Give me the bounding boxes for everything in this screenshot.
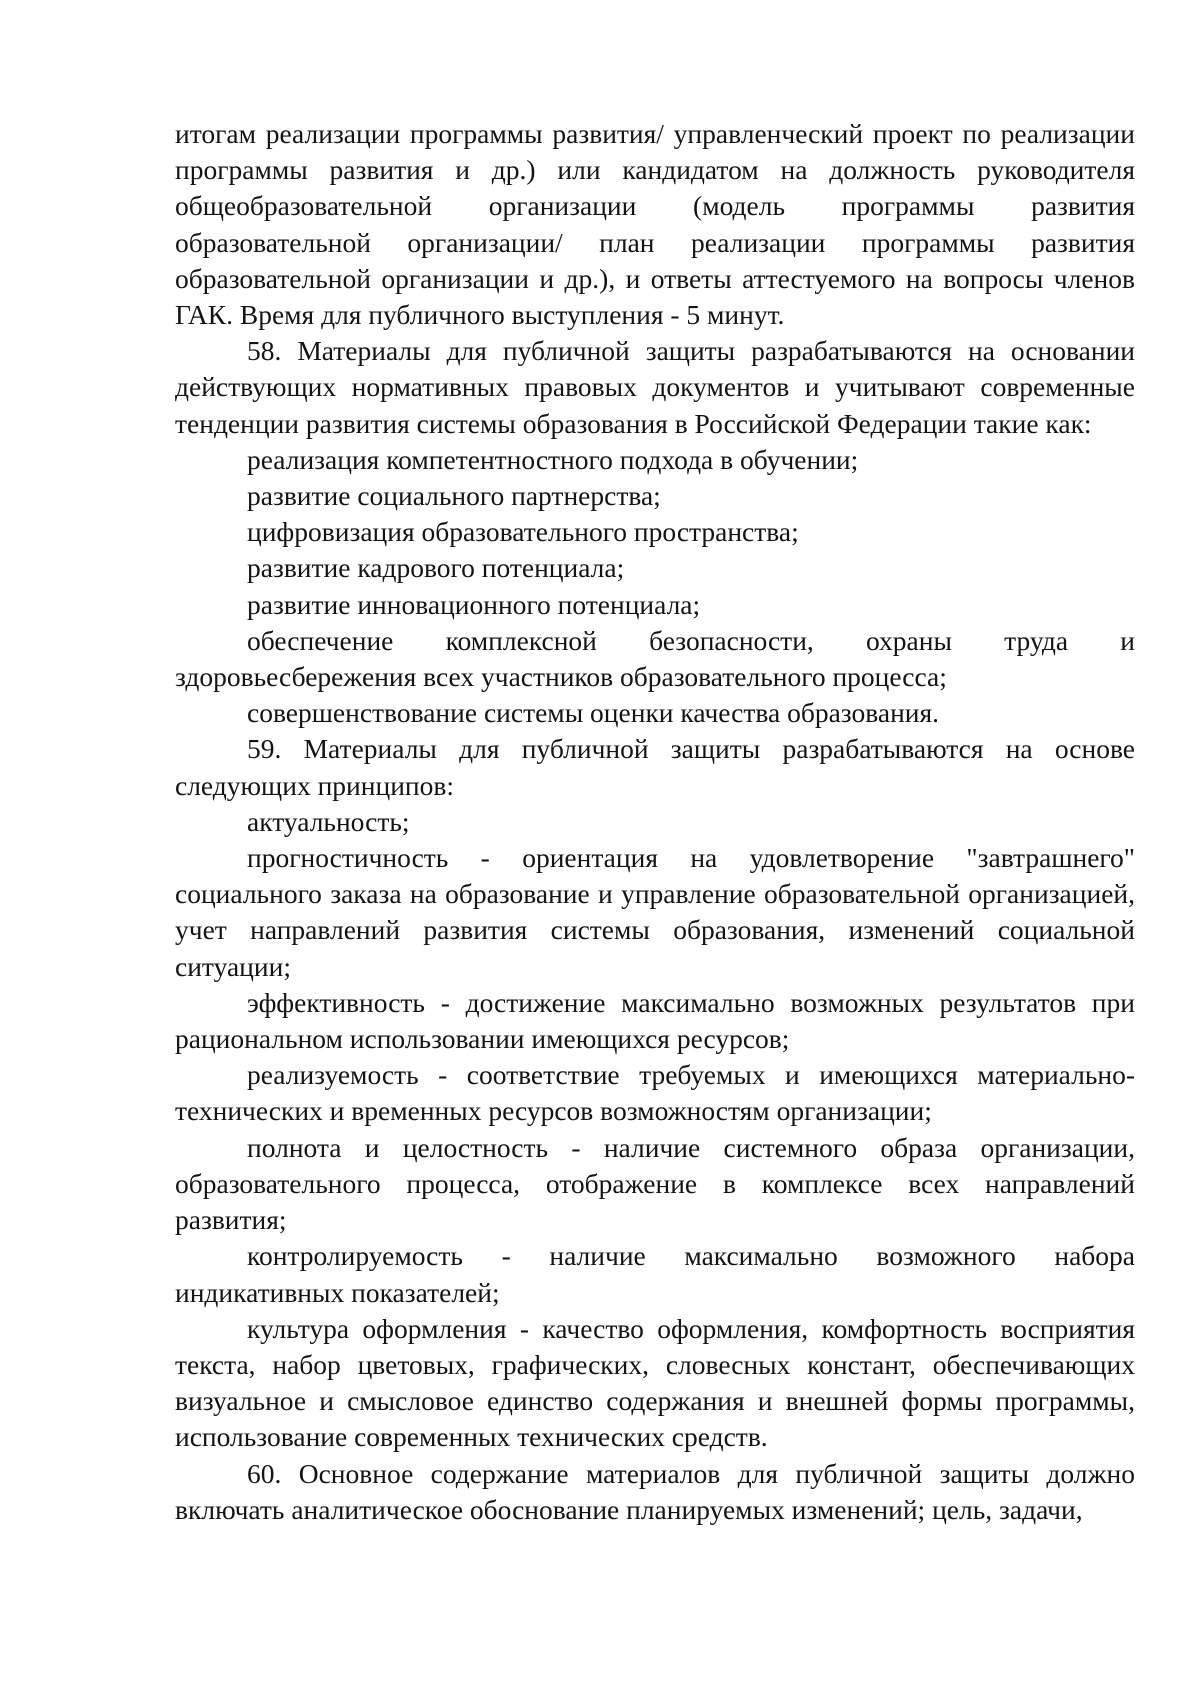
list-item: полнота и целостность - наличие системного образа организации, образовательного процесса, отображение в комплексе всех направлений развития; xyxy=(175,1131,1135,1236)
list-item: реализация компетентностного подхода в обучении; xyxy=(247,443,859,475)
paragraph-59: 59. Материалы для публичной защиты разрабатываются на основе следующих принципов: xyxy=(175,733,1135,801)
list-item: развитие социального партнерства; xyxy=(247,480,661,512)
paragraph-continuation: итогам реализации программы развития/ управленческий проект по реализации программы развития и др.) или кандидатом на должность руководителя общеобразовательной организации (модель программы развития образовательной организации/ план реализации программы развития образовательной организации и др.), и ответы аттестуемого на вопросы членов ГАК. Время для публичного выступления - 5 минут. xyxy=(175,118,1135,331)
paragraph-60: 60. Основное содержание материалов для публичной защиты должно включать аналитическое обоснование планируемых изменений; цель, задачи, xyxy=(175,1457,1135,1525)
paragraph-58: 58. Материалы для публичной защиты разрабатываются на основании действующих нормативных правовых документов и учитывают современные тенденции развития системы образования в Российской Федерации такие как: xyxy=(175,335,1135,439)
list-item: прогностичность - ориентация на удовлетворение "завтрашнего" социального заказа на образование и управление образовательной организацией, учет направлений развития системы образования, изменений социальной ситуации; xyxy=(175,842,1135,982)
list-item: реализуемость - соответствие требуемых и имеющихся материально-технических и временных ресурсов возможностям организации; xyxy=(175,1059,1135,1127)
list-item: контролируемость - наличие максимально возможного набора индикативных показателей; xyxy=(175,1240,1135,1308)
list-item: культура оформления - качество оформления, комфортность восприятия текста, набор цветовых, графических, словесных констант, обеспечивающих визуальное и смысловое единство содержания и внешней формы программы, использование современных технических средств. xyxy=(175,1312,1135,1453)
list-item: актуальность; xyxy=(247,805,410,837)
list-item: развитие инновационного потенциала; xyxy=(247,588,701,620)
list-item: цифровизация образовательного пространства; xyxy=(247,516,799,548)
list-item: развитие кадрового потенциала; xyxy=(247,552,625,584)
list-item: эффективность - достижение максимально возможных результатов при рациональном использовании имеющихся ресурсов; xyxy=(175,986,1135,1055)
document-body xyxy=(175,116,1135,1528)
list-item: обеспечение комплексной безопасности, охраны труда и здоровьесбережения всех участников образовательного процесса; xyxy=(175,624,1135,693)
list-item: совершенствование системы оценки качества образования. xyxy=(247,697,940,729)
